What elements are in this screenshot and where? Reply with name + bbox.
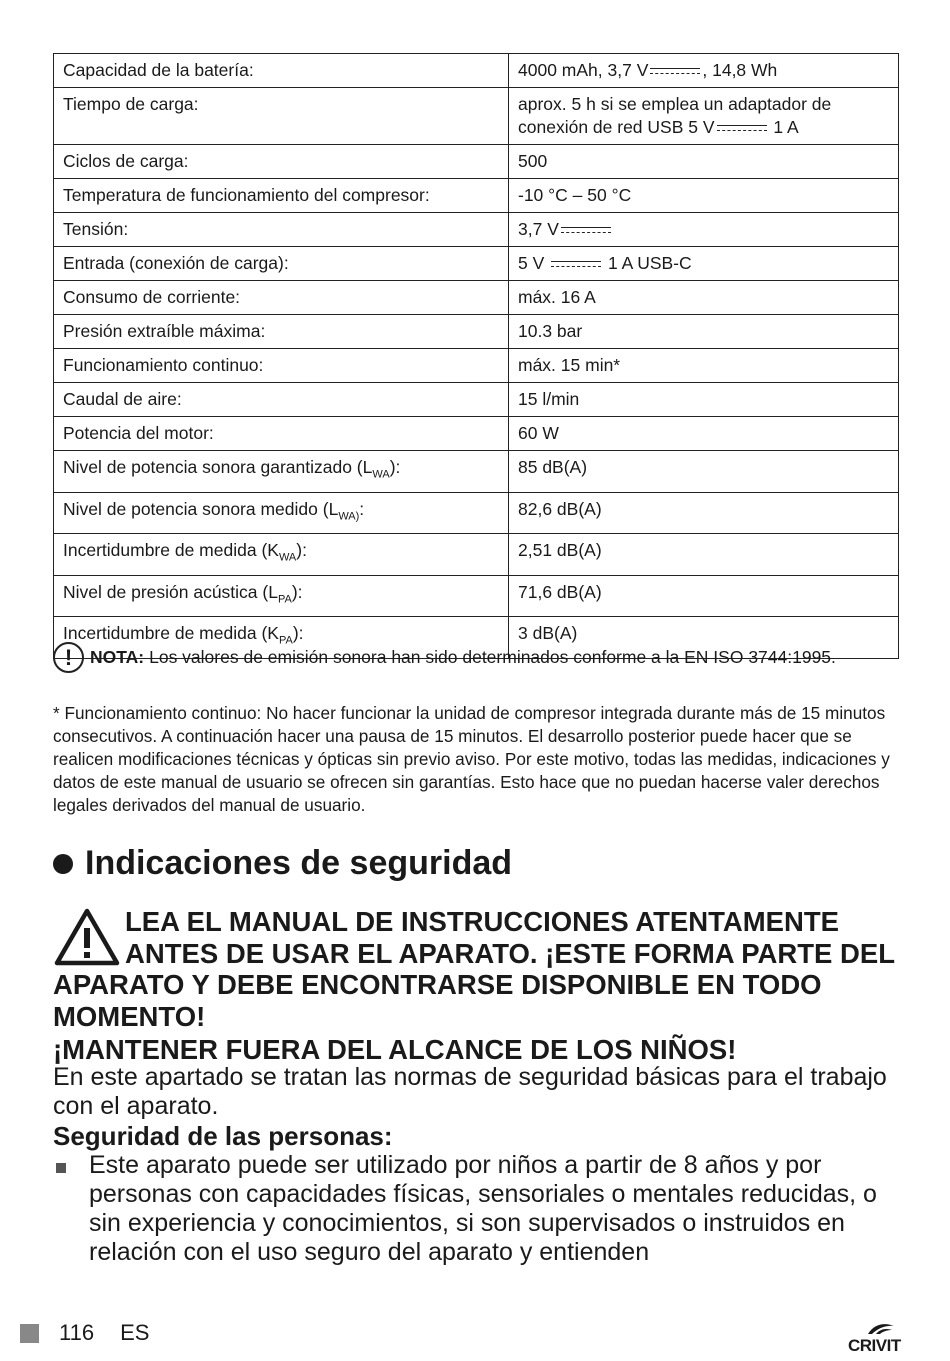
note-text: Los valores de emisión sonora han sido determinados conforme a la EN ISO 3744:1995. [149,647,836,667]
table-row [54,315,899,349]
table-row [54,383,899,417]
spec-label: Capacidad de la batería: [54,54,509,88]
spec-value: 10.3 bar [509,315,899,349]
table-row [54,534,899,576]
list-item [53,1151,913,1267]
subheading: Seguridad de las personas: [53,1121,393,1151]
list-item-text: Este aparato puede ser utilizado por niños a partir de 8 años y por personas con capacidades físicas, sensoriales o mentales reducidas, o sin experiencia y conocimientos, si son supervisados o instruidos en relación con el uso seguro del aparato y entienden [89,1151,877,1266]
table-row [54,281,899,315]
bullet-dot-icon [53,854,73,874]
exclamation-circle-icon: ! [53,642,84,673]
specifications-table [53,53,899,659]
spec-value: máx. 16 A [509,281,899,315]
spec-value: 71,6 dB(A) [509,575,899,617]
spec-value: 5 V 1 A USB-C [509,247,899,281]
spec-label: Incertidumbre de medida $(K_{PA})$: [54,617,509,659]
brand-swoosh-icon [866,1320,896,1336]
spec-value: 2,51 dB(A) [509,534,899,576]
spec-value: 85 dB(A) [509,451,899,493]
spec-label: Consumo de corriente: [54,281,509,315]
spec-label: Caudal de aire: [54,383,509,417]
section-heading-text: Indicaciones de seguridad [85,844,513,882]
spec-value: 15 l/min [509,383,899,417]
spec-label: Nivel de potencia sonora medido ($L_{WA)}$: [54,492,509,534]
spec-label: Temperatura de funcionamiento del compresor: [54,179,509,213]
spec-label: Potencia del motor: [54,417,509,451]
spec-label: Nivel de potencia sonora garantizado $(L_{WA})$: [54,451,509,493]
specifications-body [54,54,899,659]
spec-label: Funcionamiento continuo: [54,349,509,383]
table-row [54,492,899,534]
table-row [54,179,899,213]
children-warning: ¡MANTENER FUERA DEL ALCANCE DE LOS NIÑOS! [53,1034,737,1065]
warning-triangle-icon [53,906,121,968]
spec-label: Entrada (conexión de carga): [54,247,509,281]
spec-value: máx. 15 min* [509,349,899,383]
dc-current-symbol-icon [717,124,767,133]
warning-text: LEA EL MANUAL DE INSTRUCCIONES ATENTAMENTE ANTES DE USAR EL APARATO. ¡ESTE FORMA PARTE DEL APARATO Y DEBE ENCONTRARSE DISPONIBLE EN TODO MOMENTO! [53,906,895,1032]
table-row [54,417,899,451]
gray-square-icon [20,1324,39,1343]
spec-value: 4000 mAh, 3,7 V , 14,8 Wh [509,54,899,88]
brand-logo [848,1320,914,1356]
spec-label: Tensión: [54,213,509,247]
spec-label: Tiempo de carga: [54,88,509,145]
section-heading [53,844,512,883]
dc-current-symbol-icon [551,260,601,269]
spec-value: 82,6 dB(A) [509,492,899,534]
spec-label: Presión extraíble máxima: [54,315,509,349]
table-row [54,349,899,383]
table-row [54,145,899,179]
table-row [54,54,899,88]
intro-text: En este apartado se tratan las normas de seguridad básicas para el trabajo con el aparato. [53,1063,887,1120]
spec-value: aprox. 5 h si se emplea un adaptador de conexión de red USB 5 V 1 A [509,88,899,145]
footnote: * Funcionamiento continuo: No hacer funcionar la unidad de compresor integrada durante más de 15 minutos consecutivos. A continuación hacer una pausa de 15 minutos. El desarrollo posterior puede hacer que se realicen modificaciones técnicas y ópticas sin previo aviso. Por este motivo, todas las medidas, indicaciones y datos de este manual de usuario se ofrecen sin garantías. Esto hace que no puedan hacerse valer derechos legales derivados del manual de usuario. [53,703,890,815]
page-number: 116 [59,1320,95,1345]
square-bullet-icon [56,1163,66,1173]
brand-name: CRIVIT [848,1336,901,1355]
spec-label: Incertidumbre de medida $(K_{WA})$: [54,534,509,576]
spec-value: 3 dB(A) [509,617,899,659]
warning-block [53,906,913,1032]
spec-value: -10 °C – 50 °C [509,179,899,213]
spec-value: 60 W [509,417,899,451]
language-code: ES [120,1320,150,1345]
page-footer [20,1320,149,1346]
table-row [54,451,899,493]
spec-label: Ciclos de carga: [54,145,509,179]
spec-label: Nivel de presión acústica $(L_{PA})$: [54,575,509,617]
dc-current-symbol-icon [561,226,611,235]
spec-value: 3,7 V [509,213,899,247]
dc-current-symbol-icon [650,67,700,76]
note-label: NOTA: [90,647,145,667]
note [53,642,913,673]
table-row [54,575,899,617]
table-row [54,88,899,145]
table-row [54,213,899,247]
table-row [54,247,899,281]
spec-value: 500 [509,145,899,179]
